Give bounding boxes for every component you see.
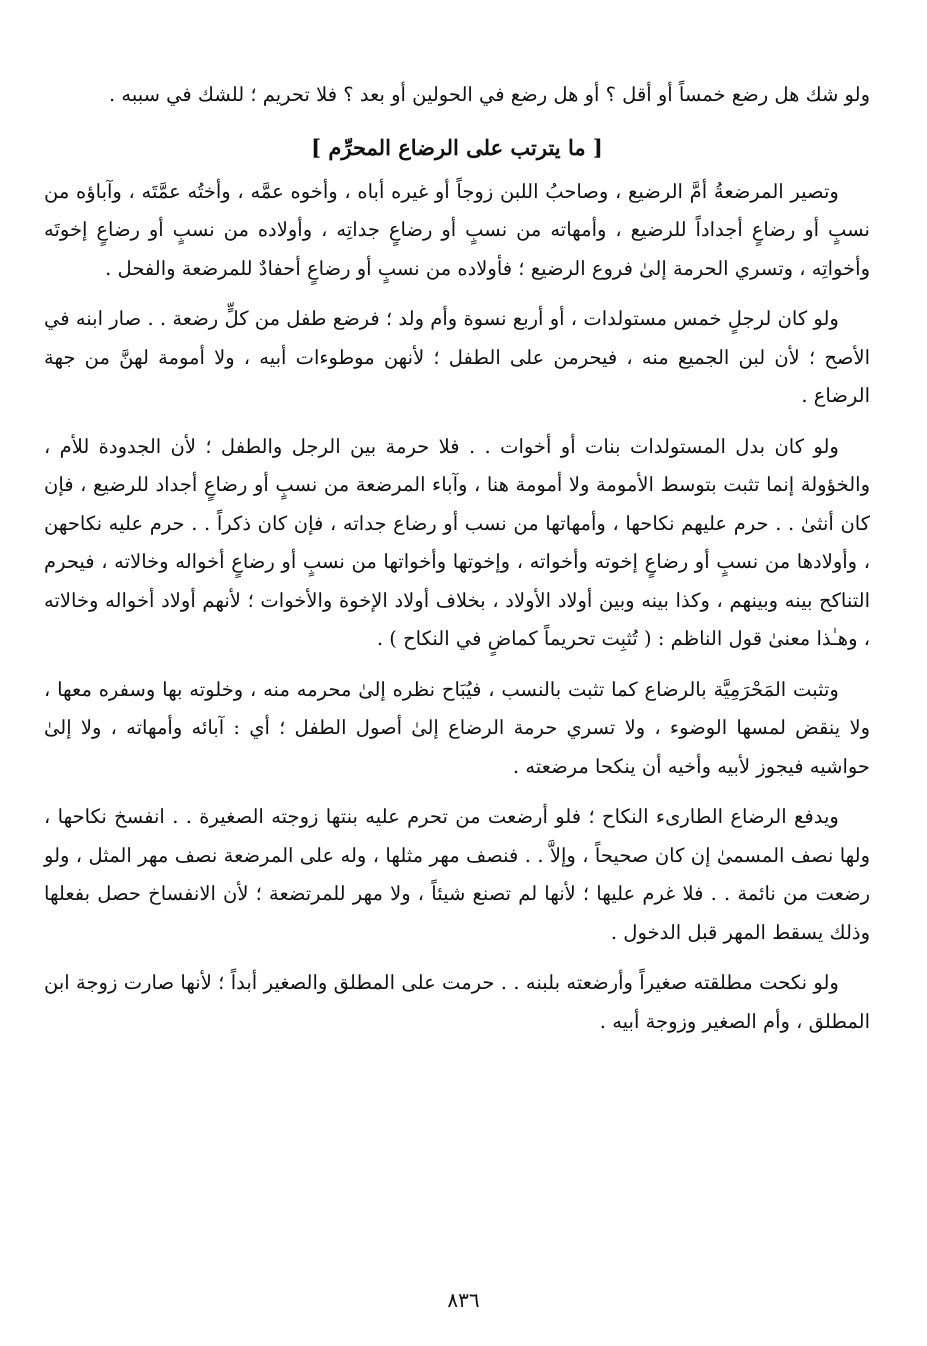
paragraph: ويدفع الرضاع الطارىء النكاح ؛ فلو أرضعت من تحرم عليه بنتها زوجته الصغيرة . . انفسخ نكاحها ، ولها نصف المسمىٰ إن كان صحيحاً ، وإلاَّ . . فنصف مهر مثلها ، وله على المرضعة نصف مهر المثل ، ولو رضعت من نائمة . . فلا غرم عليها ؛ لأنها لم تصنع شيئاً ، ولا مهر للمرتضعة ؛ لأن الانفساخ حصل بفعلها وذلك يسقط المهر قبل الدخول .	[44, 805, 870, 944]
page-number: ٨٣٦	[447, 1288, 480, 1312]
paragraph: ولو كان لرجلٍ خمس مستولدات ، أو أربع نسوة وأم ولد ؛ فرضع طفل من كلٍّ رضعة . . صار ابنه في الأصح ؛ لأن لبن الجميع منه ، فيحرمن على الطفل ؛ لأنهن موطوءات أبيه ، ولا أمومة لهنَّ من جهة الرضاع .	[44, 307, 870, 407]
section-heading: [ ما يترتب على الرضاع المحرِّم ]	[311, 134, 603, 160]
paragraph: ولو نكحت مطلقته صغيراً وأرضعته بلبنه . . حرمت على المطلق والصغير أبداً ؛ لأنها صارت زوجة ابن المطلق ، وأم الصغير وزوجة أبيه .	[44, 971, 870, 1033]
paragraph: ولو كان بدل المستولدات بنات أو أخوات . . فلا حرمة بين الرجل والطفل ؛ لأن الجدودة للأم ، والخؤولة إنما تثبت بتوسط الأمومة ولا أمومة هنا ، وآباء المرضعة من نسبٍ أو رضاعٍ أجداد للرضيع ، فإن كان أنثىٰ . . حرم عليهم نكاحها ، وأمهاتها من نسب أو رضاع جداته ، فإن كان ذكراً . . حرم عليه نكاحهن ، وأولادها من نسبٍ أو رضاعٍ إخوته وأخواته ، وإخوتها وأخواتها من نسبٍ أو رضاعٍ أخواله وخالاته ، فيحرم التناكح بينه وبينهم ، وكذا بينه وبين أولاد الأولاد ، بخلاف أولاد الإخوة والأخوات ؛ لأنهم أولاد أخواله وخالاته ، وهـٰذا معنىٰ قول الناظم : ( تُثبِت تحريماً كماضٍ في النكاح ) .	[44, 434, 870, 650]
paragraph-intro: ولو شك هل رضع خمساً أو أقل ؟ أو هل رضع في الحولين أو بعد ؟ فلا تحريم ؛ للشك في سببه .	[109, 83, 870, 106]
paragraph: وتثبت المَحْرَمِيَّة بالرضاع كما تثبت بالنسب ، فيُبَاح نظره إلىٰ محرمه منه ، وخلوته بها وسفره معها ، ولا ينقض لمسها الوضوء ، ولا تسري حرمة الرضاع إلىٰ أصول الطفل ؛ أي : آبائه وأمهاته ، ولا إلىٰ حواشيه فيجوز لأبيه وأخيه أن ينكحا مرضعته .	[44, 677, 870, 778]
page-body	[44, 76, 870, 1053]
paragraph: وتصير المرضعةُ أمَّ الرضيع ، وصاحبُ اللبن زوجاً أو غيره أباه ، وأخوه عمَّه ، وأختُه عمَّتَه ، وآباؤه من نسبٍ أو رضاعٍ أجداداً للرضيع ، وأمهاته من نسبٍ أو رضاعٍ جداتِه ، وأولاده من نسبٍ أو رضاعٍ إخوتَه وأخواتِه ، وتسري الحرمة إلىٰ فروع الرضيع ؛ فأولاده من نسبٍ أو رضاعٍ أحفادٌ للمرضعة والفحل .	[44, 179, 870, 280]
